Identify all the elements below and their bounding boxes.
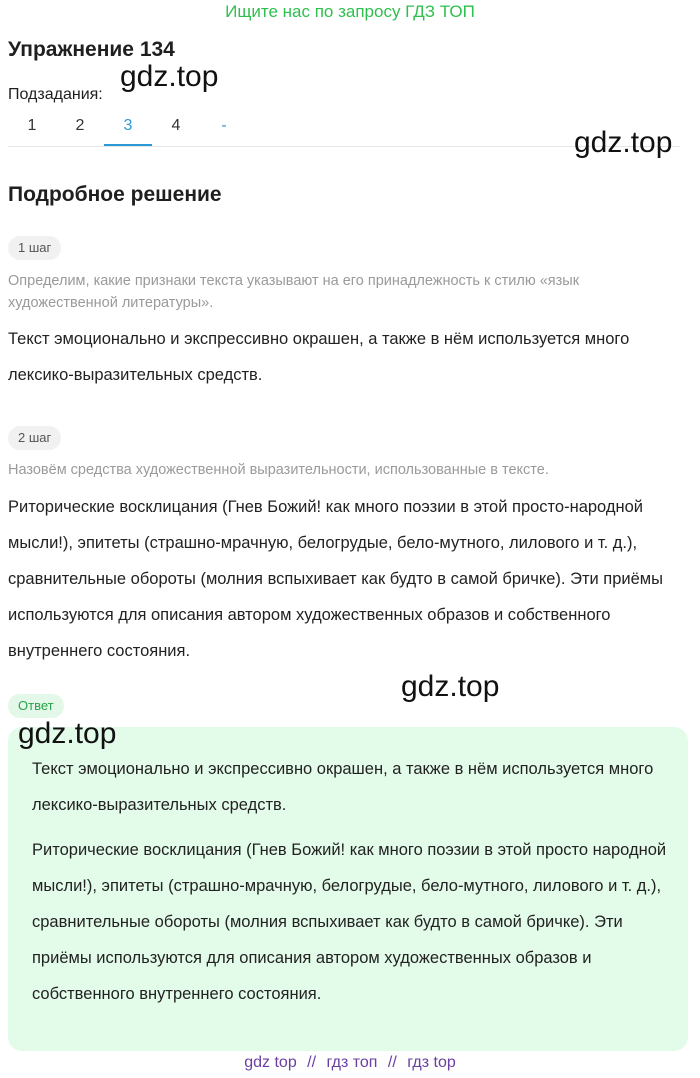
tab-subtask-4[interactable]: 4 [171,117,181,134]
subtasks-label: Подзадания: [8,86,103,103]
step-1-hint: Определим, какие признаки текста указывают на его принадлежность к стилю «язык художественной литературы». [8,273,580,311]
footer-links [0,1052,700,1074]
step-2-hint: Назовём средства художественной выразительности, использованные в тексте. [8,462,549,478]
solution-heading: Подробное решение [8,183,222,206]
tab-subtask-2[interactable]: 2 [75,117,85,134]
tab-subtask-1[interactable]: 1 [27,117,37,134]
footer-link-gdz-top-ru[interactable]: гдз топ [326,1054,378,1071]
footer-link-gdz-top-mixed[interactable]: гдз top [407,1054,456,1071]
page-title: Упражнение 134 [8,38,175,61]
step-1-badge: 1 шаг [8,236,61,260]
tab-subtask-3[interactable]: 3 [104,112,152,146]
watermark-text: gdz.top [401,670,500,703]
footer-link-gdz-top[interactable]: gdz top [244,1054,297,1071]
step-2-text: Риторические восклицания (Гнев Божий! как много поэзии в этой просто-народной мысли!), эпитеты (страшно-мрачную, белогрудые, бело-мутного, лилового и т. д.), сравнительные обороты (молния вспыхивает как будто в самой бричке). Эти приёмы используются для описания автором художественных образов и собственного внутреннего состояния. [8,498,664,660]
answer-paragraph-2: Риторические восклицания (Гнев Божий! как много поэзии в этой просто народной мысли!), эпитеты (страшно-мрачную, белогрудые, бело-мутного, лилового и т. д.), сравнительные обороты (молния вспыхивает как будто в самой бричке). Эти приёмы используются для описания автором художественных образов и собственного внутреннего состояния. [32,841,667,1003]
watermark-text: gdz.top [574,126,673,159]
step-2-badge: 2 шаг [8,426,61,450]
watermark-text: gdz.top [120,60,219,93]
footer-separator: // [307,1054,317,1071]
step-1-text: Текст эмоционально и экспрессивно окрашен, а также в нём используется много лексико-выразительных средств. [8,330,630,384]
watermark-text: gdz.top [18,717,117,750]
footer-separator: // [387,1054,397,1071]
answer-badge: Ответ [8,694,64,718]
answer-paragraph-1: Текст эмоционально и экспрессивно окрашен, а также в нём используется много лексико-выразительных средств. [32,760,654,814]
promo-banner[interactable]: Ищите нас по запросу ГДЗ ТОП [225,2,475,21]
tab-subtask-more[interactable]: - [221,117,227,134]
